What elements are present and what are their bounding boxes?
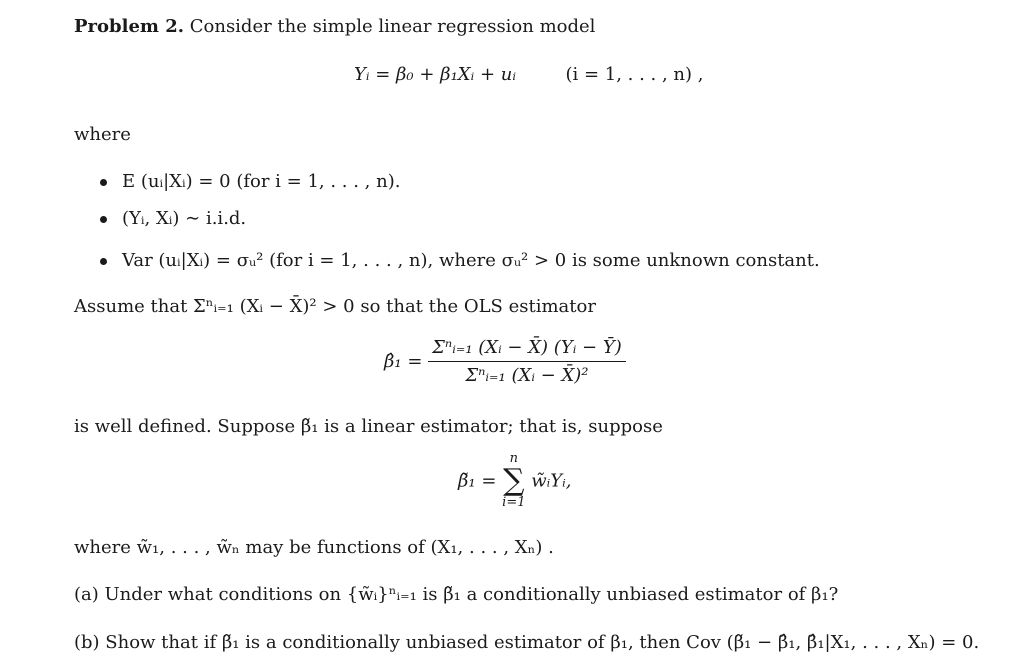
assumption-item — [122, 171, 400, 193]
ols-denominator: Σⁿᵢ₌₁ (Xᵢ − X̄)² — [428, 361, 626, 386]
model-equation-range: (i = 1, . . . , n) , — [565, 64, 704, 85]
assume-text: Assume that Σⁿᵢ₌₁ (Xᵢ − X̄)² > 0 so that the OLS estimator — [74, 296, 596, 317]
linear-lhs: β̃₁ = — [458, 470, 497, 492]
ols-estimator-equation — [384, 337, 626, 386]
summation — [502, 452, 525, 510]
ols-lhs: β̂₁ = — [384, 351, 423, 372]
model-equation-lhs: Yᵢ = β₀ + β₁Xᵢ + uᵢ — [354, 64, 516, 85]
problem-intro-text: Consider the simple linear regression model — [184, 16, 596, 37]
bullet-icon — [100, 258, 107, 265]
ols-fraction — [428, 337, 626, 386]
functions-text: where w̃₁, . . . , w̃ₙ may be functions of (X₁, . . . , Xₙ) . — [74, 537, 554, 558]
linear-estimator-equation — [458, 452, 572, 510]
model-equation — [354, 64, 704, 85]
part-b-question: (b) Show that if β̃₁ is a conditionally unbiased estimator of β₁, then Cov (β̃₁ − β̂₁, β̂₁|X₁, . . . , Xₙ) = 0. — [74, 632, 980, 653]
sum-upper-limit: n — [509, 451, 519, 466]
where-label: where — [74, 124, 131, 145]
sum-lower-limit: i=1 — [502, 495, 526, 510]
ols-numerator: Σⁿᵢ₌₁ (Xᵢ − X̄) (Yᵢ − Ȳ) — [432, 337, 622, 358]
linear-rhs: w̃ᵢYᵢ, — [531, 470, 572, 492]
problem-intro — [74, 16, 595, 38]
bullet-icon — [100, 216, 107, 223]
assumption-text: Var (uᵢ|Xᵢ) = σᵤ² (for i = 1, . . . , n), where σᵤ² > 0 is some unknown constant. — [122, 250, 820, 271]
assumption-item — [122, 208, 246, 230]
bullet-icon — [100, 179, 107, 186]
summation-icon: ∑ — [503, 463, 525, 498]
well-defined-text: is well defined. Suppose β̃₁ is a linear estimator; that is, suppose — [74, 416, 663, 437]
assumption-text: E (uᵢ|Xᵢ) = 0 (for i = 1, . . . , n). — [122, 171, 401, 192]
problem-label: Problem 2. — [74, 16, 185, 37]
assumption-text: (Yᵢ, Xᵢ) ∼ i.i.d. — [122, 208, 247, 229]
assumption-item — [122, 250, 820, 272]
part-a-question: (a) Under what conditions on {w̃ᵢ}ⁿᵢ₌₁ is β̃₁ a conditionally unbiased estimator of β₁? — [74, 584, 839, 605]
